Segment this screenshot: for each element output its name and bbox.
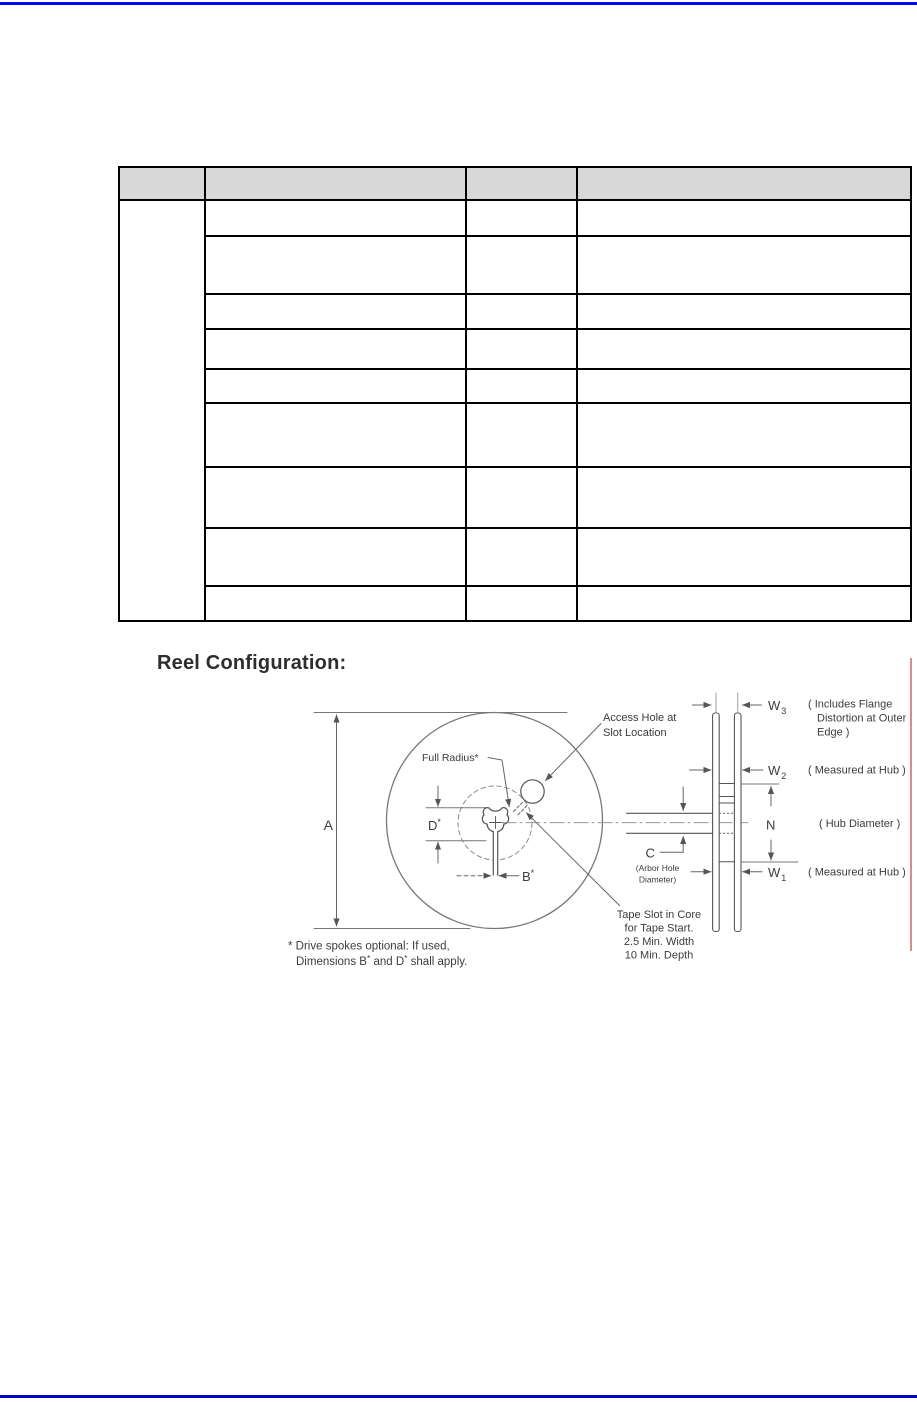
note-w3-line1: ( Includes Flange <box>808 698 893 711</box>
access-hole-circle <box>521 780 544 803</box>
table-cell <box>466 329 577 369</box>
table-cell <box>577 369 911 403</box>
dim-c-leader <box>660 837 683 853</box>
tape-slot-mark <box>518 806 527 815</box>
section-heading: Reel Configuration: <box>157 652 347 674</box>
tape-slot-note-line1: Tape Slot in Core <box>616 909 702 921</box>
table-cell <box>466 200 577 236</box>
arbor-note-line2: Diameter) <box>638 874 677 885</box>
full-radius-label: Full Radius* <box>422 752 479 764</box>
reel-configuration-diagram <box>230 680 917 980</box>
note-w1: ( Measured at Hub ) <box>808 866 906 879</box>
table-row <box>119 369 911 403</box>
table-cell <box>205 467 466 528</box>
dim-w2-label: $W_2$ <box>768 763 787 781</box>
access-hole-label-line1: Access Hole at <box>603 712 677 724</box>
access-hole-label-line2: Slot Location <box>603 727 667 739</box>
table-cell <box>577 329 911 369</box>
dim-b-label: B* <box>522 868 535 884</box>
table-cell <box>577 586 911 621</box>
flange-right <box>734 713 741 932</box>
top-rule <box>0 2 917 5</box>
table-row <box>119 236 911 294</box>
reel-side-view <box>627 693 907 932</box>
tape-slot-note-line3: 2.5 Min. Width <box>623 936 695 948</box>
header-cell <box>577 167 911 200</box>
table-cell <box>577 403 911 467</box>
bottom-rule <box>0 1395 917 1398</box>
table-cell <box>205 586 466 621</box>
dim-c-label: C <box>645 845 655 861</box>
table-cell <box>577 528 911 586</box>
table-row <box>119 467 911 528</box>
table-row <box>119 200 911 236</box>
note-w3-line2: Distortion at Outer <box>817 712 907 725</box>
table-cell <box>466 586 577 621</box>
table-row <box>119 586 911 621</box>
table-header-row <box>119 167 911 200</box>
tape-slot-note-line2: for Tape Start. <box>624 922 694 935</box>
header-cell <box>466 167 577 200</box>
table-cell <box>466 294 577 329</box>
header-cell <box>205 167 466 200</box>
table-row <box>119 403 911 467</box>
note-w2: ( Measured at Hub ) <box>808 764 906 777</box>
tape-slot-mark <box>514 802 523 811</box>
footnote-line2: Dimensions B* and D* shall apply. <box>296 953 468 968</box>
table-cell <box>466 369 577 403</box>
revision-change-bar <box>910 658 912 951</box>
table-cell <box>205 528 466 586</box>
access-hole-arrow <box>546 724 602 781</box>
note-w3-line3: Edge ) <box>817 726 850 739</box>
table-row <box>119 294 911 329</box>
table-cell <box>466 403 577 467</box>
table-cell <box>205 236 466 294</box>
dim-a-label: A <box>323 817 333 833</box>
tape-slot-leader <box>527 813 620 906</box>
arbor-note-line1: (Arbor Hole <box>635 863 680 873</box>
dim-w3-label: $W_3$ <box>768 698 787 716</box>
header-cell <box>119 167 205 200</box>
table-cell <box>205 200 466 236</box>
flange-left <box>713 713 720 932</box>
table-cell <box>205 329 466 369</box>
note-n: ( Hub Diameter ) <box>819 818 901 830</box>
spec-table <box>118 166 912 622</box>
dim-n-label: N <box>766 817 776 833</box>
table-row <box>119 528 911 586</box>
tape-slot-note-line4: 10 Min. Depth <box>624 949 694 962</box>
dim-w1-label: $W_1$ <box>768 865 787 883</box>
table-cell <box>205 294 466 329</box>
table-cell <box>466 467 577 528</box>
table-cell <box>577 467 911 528</box>
table-cell <box>466 528 577 586</box>
dim-d-label: D* <box>428 817 441 833</box>
table-cell <box>577 200 911 236</box>
table-cell <box>577 236 911 294</box>
table-cell <box>205 403 466 467</box>
footnote-line1: * Drive spokes optional: If used, <box>288 940 450 953</box>
table-cell <box>205 369 466 403</box>
table-row <box>119 329 911 369</box>
merged-side-cell <box>119 200 205 621</box>
table-cell <box>466 236 577 294</box>
table-cell <box>577 294 911 329</box>
full-radius-leader <box>488 758 509 807</box>
